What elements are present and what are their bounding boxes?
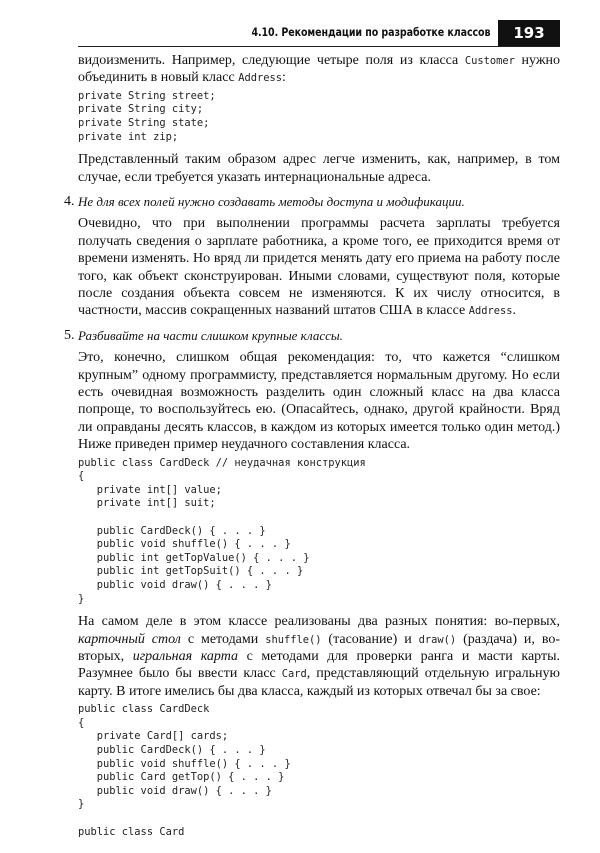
inline-code: draw() (418, 633, 457, 646)
page-body (64, 52, 561, 846)
list-number: 4. (64, 194, 75, 209)
code-block-carddeck-good: public class CardDeck { private Card[] cards; public CardDeck() { . . . } public void shuffle() { . . . } public Card getTop() { . . . } public void draw() { . . . } } public class Card (78, 703, 291, 838)
inline-code: Address (238, 72, 282, 85)
list-item-title: Разбивайте на части слишком крупные классы. (78, 327, 343, 343)
paragraph-intro: видоизменить. Например, следующие четыре поля из класса Customer нужно объединить в новый класс Address: (78, 53, 560, 86)
list-item-text: Очевидно, что при выполнении программы расчета зарплаты требуется получать сведения о зарплате работника, а кроме того, ее приходится время от времени изменять. Но вряд ли придется менять дату его приема на работу после того, как объект сконструирован. Иными словами, существуют поля, которые после создания объекта совсем не изменяются. К их числу относится, в частности, массив сокращенных названий штатов США в классе Address. (78, 216, 560, 319)
inline-code: Card (281, 668, 307, 681)
list-item-5 (64, 327, 561, 839)
inline-code: shuffle() (265, 633, 322, 646)
list-item-text: Это, конечно, слишком общая рекомендация: то, что кажется “слишком крупным” одному программисту, представляется нормальным другому. Но если есть очевидная возможность разделить один сложный класс на два класса попроще, то воспользуйтесь ею. (Опасайтесь, однако, другой крайности. Вряд ли оправданы десять классов, в каждом из которых имеется только один метод.) Ниже приведен пример неудачного составления класса. (78, 350, 560, 453)
paragraph-address-benefit: Представленный таким образом адрес легче изменить, как, например, в том случае, если требуется указать интернациональные адреса. (78, 152, 560, 185)
paragraph-carddeck-analysis: На самом деле в этом классе реализованы два разных понятия: во-первых, карточный стол с методами shuffle() (тасование) и draw() (раздача) и, во-вторых, игральная карта с методами для проверки ранга и масти карты. Разумнее было бы ввести класс Card, представляющий отдельную игральную карту. В итоге имелись бы два класса, каждый из которых отвечал бы за свое: (78, 614, 561, 699)
inline-code: Address (468, 305, 513, 318)
code-block-address-fields: private String street; private String city; private String state; private int zip; (78, 89, 216, 143)
running-title: 4.10. Рекомендации по разработке классов (251, 25, 490, 39)
list-number: 5. (64, 327, 75, 343)
code-block-carddeck-bad: public class CardDeck // неудачная конструкция { private int[] value; private int[] suit; public CardDeck() { . . . } public void shuffle() { . . . } public int getTopValue() { . . . } public int getTopSuit() { . . . } public void draw() { . . . } } (78, 456, 366, 605)
list-item-title: Не для всех полей нужно создавать методы доступа и модификации. (78, 194, 465, 209)
inline-code: Customer (464, 55, 515, 67)
list-item-4 (64, 193, 560, 320)
running-header (78, 20, 560, 47)
page-number: 193 (498, 20, 560, 46)
